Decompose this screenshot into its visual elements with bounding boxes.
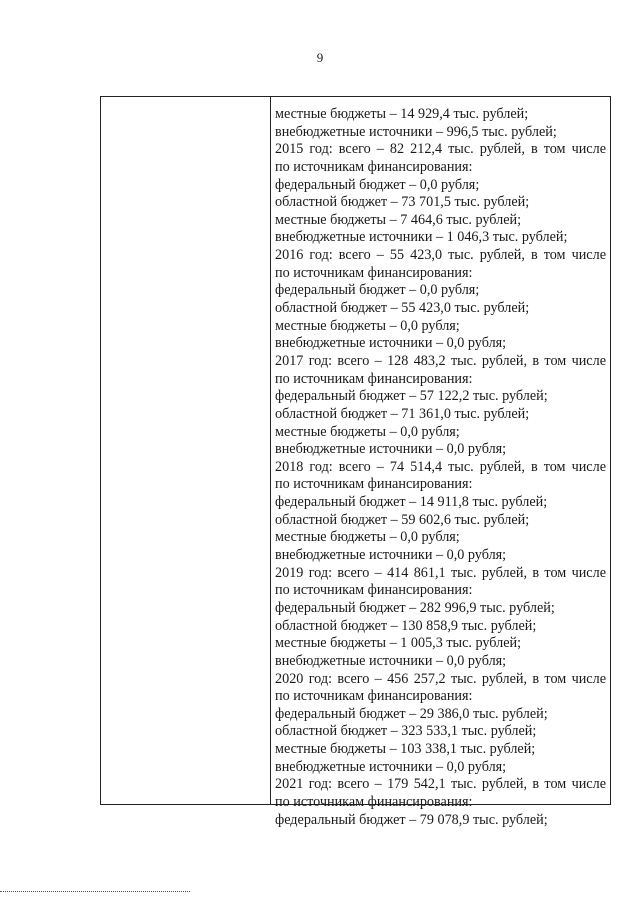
content-line: местные бюджеты – 7 464,6 тыс. рублей; xyxy=(275,211,522,228)
content-line: областной бюджет – 323 533,1 тыс. рублей; xyxy=(275,723,537,740)
content-line: внебюджетные источники – 1 046,3 тыс. рублей; xyxy=(275,229,568,246)
content-line: внебюджетные источники – 0,0 рубля; xyxy=(275,547,507,564)
content-line: 2018 год: всего – 74 514,4 тыс. рублей, в том числе xyxy=(275,458,606,475)
content-line: местные бюджеты – 0,0 рубля; xyxy=(275,317,460,334)
content-line: внебюджетные источники – 0,0 рубля; xyxy=(275,441,507,458)
content-line: 2019 год: всего – 414 861,1 тыс. рублей, в том числе xyxy=(275,564,606,581)
content-line: местные бюджеты – 0,0 рубля; xyxy=(275,529,460,546)
content-line: внебюджетные источники – 0,0 рубля; xyxy=(275,758,507,775)
content-line: по источникам финансирования: xyxy=(275,476,473,493)
content-line: 2016 год: всего – 55 423,0 тыс. рублей, в том числе xyxy=(275,247,606,264)
content-line: областной бюджет – 59 602,6 тыс. рублей; xyxy=(275,511,530,528)
content-line: областной бюджет – 130 858,9 тыс. рублей; xyxy=(275,617,537,634)
content-line: 2020 год: всего – 456 257,2 тыс. рублей, в том числе xyxy=(275,670,606,687)
content-line: федеральный бюджет – 79 078,9 тыс. рублей; xyxy=(275,811,548,828)
content-line: внебюджетные источники – 996,5 тыс. рублей; xyxy=(275,123,557,140)
page-number: 9 xyxy=(316,50,324,65)
financing-table xyxy=(100,96,611,828)
content-line: областной бюджет – 55 423,0 тыс. рублей; xyxy=(275,300,530,317)
footnote-divider xyxy=(0,891,190,892)
content-line: местные бюджеты – 14 929,4 тыс. рублей; xyxy=(275,106,529,122)
table-label-cell xyxy=(101,97,271,804)
content-line: по источникам финансирования: xyxy=(275,370,473,387)
content-line: федеральный бюджет – 14 911,8 тыс. рублей; xyxy=(275,494,548,511)
content-line: 2017 год: всего – 128 483,2 тыс. рублей, в том числе xyxy=(275,352,606,369)
content-line: по источникам финансирования: xyxy=(275,158,473,175)
content-line: местные бюджеты – 0,0 рубля; xyxy=(275,423,460,440)
content-line: областной бюджет – 71 361,0 тыс. рублей; xyxy=(275,405,530,422)
content-line: федеральный бюджет – 57 122,2 тыс. рублей; xyxy=(275,388,548,405)
content-line: внебюджетные источники – 0,0 рубля; xyxy=(275,652,507,669)
content-line: по источникам финансирования: xyxy=(275,688,473,705)
content-line: федеральный бюджет – 0,0 рубля; xyxy=(275,282,480,299)
content-line: федеральный бюджет – 0,0 рубля; xyxy=(275,176,480,193)
content-line: по источникам финансирования: xyxy=(275,793,473,810)
content-line: местные бюджеты – 103 338,1 тыс. рублей; xyxy=(275,741,536,758)
content-line: 2021 год: всего – 179 542,1 тыс. рублей, в том числе xyxy=(275,776,606,793)
content-line: по источникам финансирования: xyxy=(275,582,473,599)
content-line: федеральный бюджет – 282 996,9 тыс. рублей; xyxy=(275,599,555,616)
content-line: местные бюджеты – 1 005,3 тыс. рублей; xyxy=(275,635,522,652)
content-line: областной бюджет – 73 701,5 тыс. рублей; xyxy=(275,194,530,211)
content-line: по источникам финансирования: xyxy=(275,264,473,281)
content-line: 2015 год: всего – 82 212,4 тыс. рублей, в том числе xyxy=(275,141,606,158)
content-line: федеральный бюджет – 29 386,0 тыс. рублей; xyxy=(275,705,548,722)
content-line: внебюджетные источники – 0,0 рубля; xyxy=(275,335,507,352)
table-content-cell xyxy=(271,97,610,828)
